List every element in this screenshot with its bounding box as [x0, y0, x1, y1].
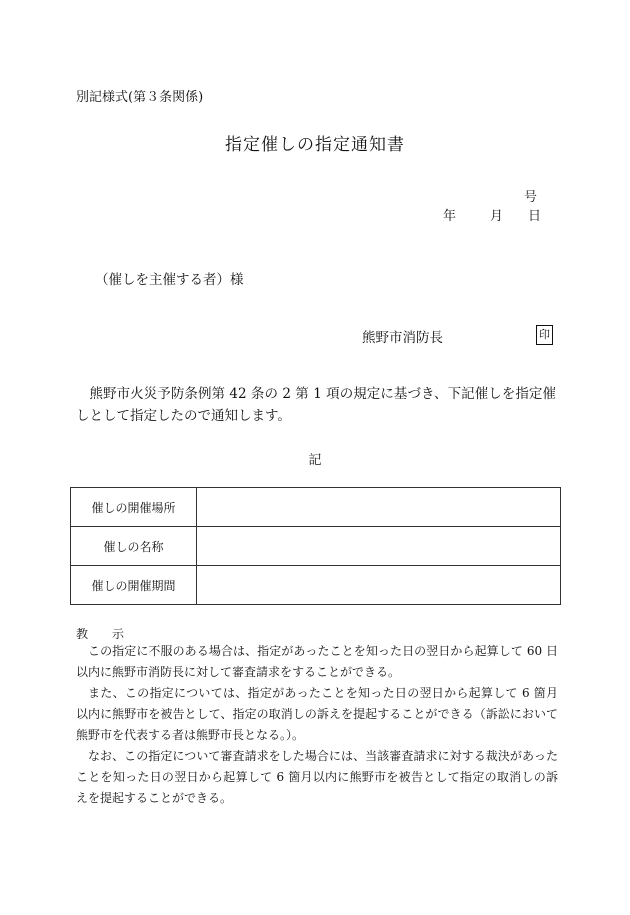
date-day: 日 [528, 209, 542, 224]
notice-body: 熊野市火災予防条例第 42 条の 2 第 1 項の規定に基づき、下記催しを指定催しとして指定したので通知します。 [76, 386, 556, 424]
addressee: （催しを主催する者）様 [95, 272, 244, 288]
kyoji-paragraph: この指定に不服のある場合は、指定があったことを知った日の翌日から起算して 60 日以内に熊野市消防長に対して審査請求をすることができる。 [76, 644, 558, 679]
ki-heading: 記 [308, 453, 322, 468]
event-table [70, 487, 561, 605]
row-label: 催しの名称 [71, 527, 197, 566]
seal-mark: 印 [536, 325, 553, 345]
date-month: 月 [490, 209, 504, 224]
date-line [443, 205, 541, 224]
row-label: 催しの開催場所 [71, 488, 197, 527]
row-value [197, 566, 561, 605]
date-year: 年 [443, 209, 457, 224]
form-label: 別記様式(第３条関係) [76, 90, 204, 105]
kyoji-paragraph: また、この指定については、指定があったことを知った日の翌日から起算して 6 箇月以内に熊野市を被告として、指定の取消しの訴えを提起することができる（訴訟において熊野市を代表する者は熊野市長となる。）。 [76, 686, 558, 742]
row-value [197, 488, 561, 527]
table-row [71, 488, 561, 527]
table-row [71, 527, 561, 566]
row-label: 催しの開催期間 [71, 566, 197, 605]
kyoji-title-b: 示 [112, 627, 125, 641]
document-number-suffix: 号 [524, 190, 538, 205]
kyoji-body [76, 641, 558, 809]
table-row [71, 566, 561, 605]
kyoji-paragraph: なお、この指定について審査請求をした場合には、当該審査請求に対する裁決があったことを知った日の翌日から起算して 6 箇月以内に熊野市を被告として指定の取消しの訴えを提起することができる。 [76, 749, 558, 805]
kyoji-title-a: 教 [76, 627, 89, 641]
page-title: 指定催しの指定通知書 [225, 135, 405, 155]
row-value [197, 527, 561, 566]
kyoji-title [76, 625, 148, 642]
issuer: 熊野市消防長 [362, 330, 443, 346]
